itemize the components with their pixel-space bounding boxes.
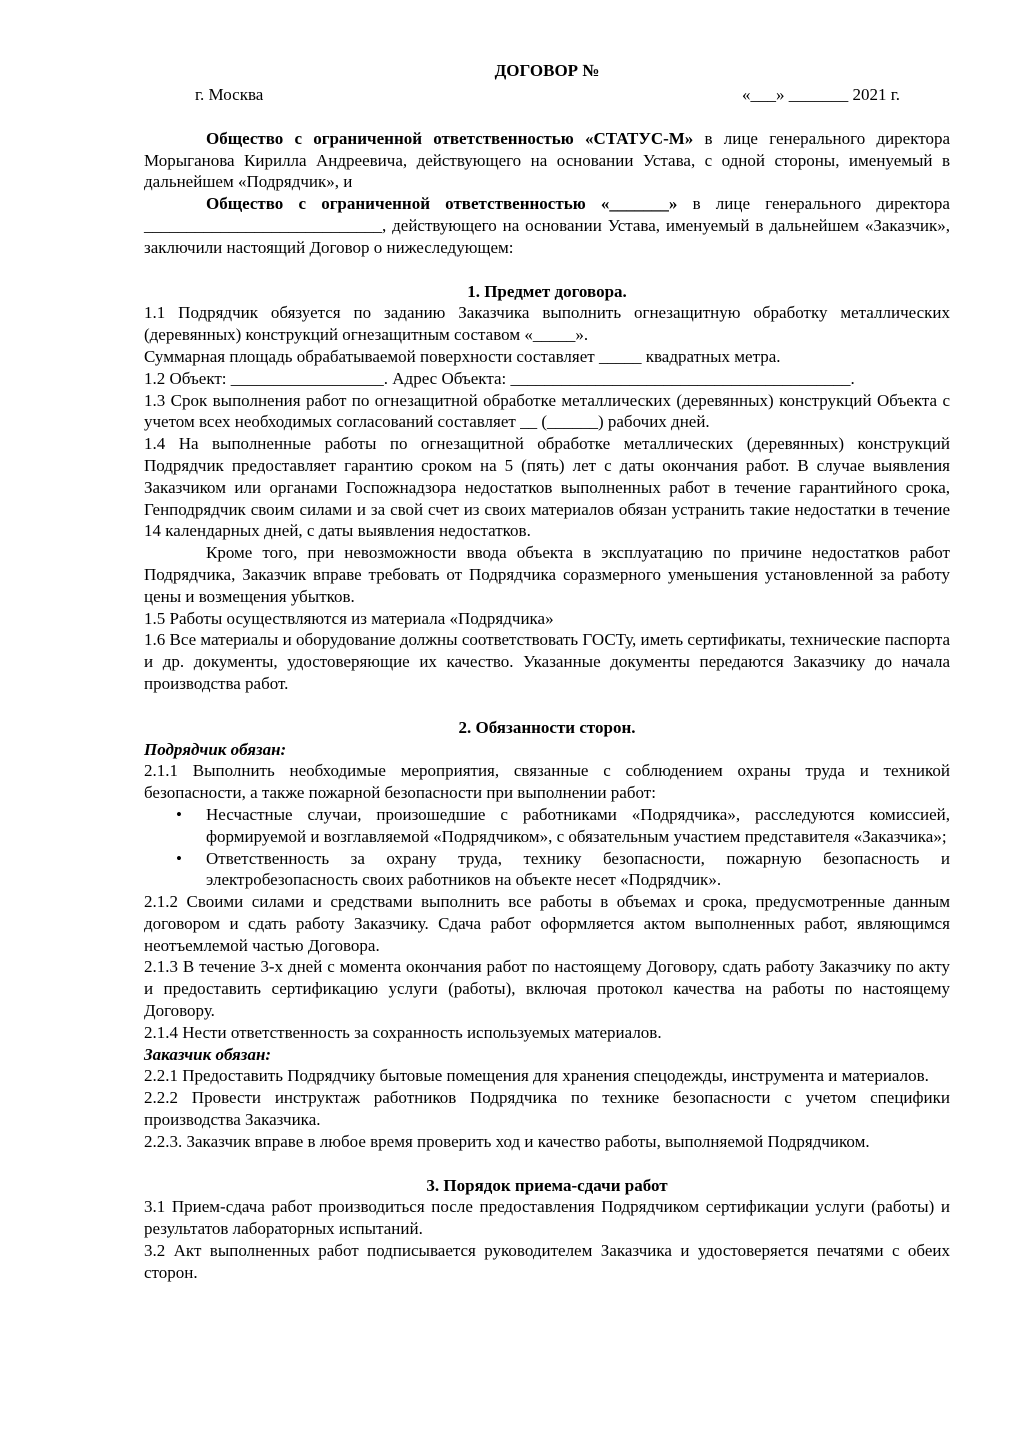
clause-2-1-4: 2.1.4 Нести ответственность за сохранность используемых материалов. bbox=[144, 1022, 662, 1042]
contract-date: «___» _______ 2021 г. bbox=[741, 84, 900, 104]
bullet-icon: • bbox=[176, 804, 182, 824]
list-item: • Несчастные случаи, произошедшие с работниками «Подрядчика», расследуются комиссией, формируемой и возглавляемой «Подрядчиком», с обязательным участием представителя «Заказчика»; bbox=[176, 804, 950, 846]
clause-2-2-3: 2.2.3. Заказчик вправе в любое время проверить ход и качество работы, выполняемой Подрядчиком. bbox=[144, 1131, 870, 1151]
party1-text: в лице генерального директора Морыганова Кирилла Андреевича, действующего на основании Устава, с одной стороны, именуемый в дальнейшем «Подрядчик», и bbox=[144, 128, 950, 192]
city-date-line bbox=[144, 84, 950, 106]
clause-3-1: 3.1 Прием-сдача работ производиться после предоставления Подрядчиком сертификации услуги (работы) и результатов лабораторных испытаний. bbox=[144, 1197, 950, 1239]
clause-1-4-continued: Кроме того, при невозможности ввода объекта в эксплуатацию по причине недостатков работ Подрядчика, Заказчик вправе требовать от Подрядчика соразмерного уменьшения установленной за работу цены и возмещения убытков. bbox=[144, 543, 950, 606]
preamble-party2 bbox=[144, 193, 950, 258]
preamble-party1 bbox=[144, 128, 950, 193]
contract-page bbox=[144, 60, 950, 1284]
bullet-icon: • bbox=[176, 848, 182, 868]
section-2-title: 2. Обязанности сторон. bbox=[458, 717, 636, 737]
party2-name: Общество с ограниченной ответственностью «_______» bbox=[206, 194, 678, 214]
city: г. Москва bbox=[195, 84, 264, 104]
party1-name: Общество с ограниченной ответственностью «СТАТУС-М» bbox=[206, 128, 694, 148]
clause-1-6: 1.6 Все материалы и оборудование должны соответствовать ГОСТу, иметь сертификаты, технические паспорта и др. документы, удостоверяющие их качество. Указанные документы передаются Заказчику до начала производства работ. bbox=[144, 630, 950, 693]
clause-1-4: 1.4 На выполненные работы по огнезащитной обработке металлических (деревянных) конструкций Подрядчик предоставляет гарантию сроком на 5 (пять) лет с даты окончания работ. В случае выявления Заказчиком или органами Госпожнадзора недостатков выполненных работ в течение гарантийного срока, Генподрядчик своим силами и за свой счет из своих материалов обязан устранить такие недостатки в течение 14 календарных дней, с даты выявления недостатков. bbox=[144, 434, 950, 541]
clause-area: Суммарная площадь обрабатываемой поверхности составляет _____ квадратных метра. bbox=[144, 346, 781, 366]
document-title: ДОГОВОР № bbox=[494, 61, 600, 80]
clause-2-1-1: 2.1.1 Выполнить необходимые мероприятия, связанные с соблюдением охраны труда и техникой безопасности, а также пожарной безопасности при выполнении работ: bbox=[144, 761, 950, 803]
list-item: • Ответственность за охрану труда, технику безопасности, пожарную безопасность и электробезопасность своих работников на объекте несет «Подрядчик». bbox=[176, 848, 950, 890]
party2-text: в лице генерального директора ____________________________, действующего на основании Устава, именуемый в дальнейшем «Заказчик», заключили настоящий Договор о нижеследующем: bbox=[144, 194, 950, 257]
safety-bullet-list bbox=[144, 804, 950, 891]
clause-1-5: 1.5 Работы осуществляются из материала «Подрядчика» bbox=[144, 608, 554, 628]
section-1-title: 1. Предмет договора. bbox=[467, 281, 627, 301]
clause-1-3: 1.3 Срок выполнения работ по огнезащитной обработке металлических (деревянных) конструкций Объекта с учетом всех необходимых согласований составляет __ (______) рабочих дней. bbox=[144, 390, 950, 432]
section-3-title: 3. Порядок приема-сдачи работ bbox=[426, 1175, 668, 1195]
clause-3-2: 3.2 Акт выполненных работ подписывается руководителем Заказчика и удостоверяется печатями с обеих сторон. bbox=[144, 1241, 950, 1282]
clause-2-1-2: 2.1.2 Своими силами и средствами выполнить все работы в объемах и срока, предусмотренные данным договором и сдать работу Заказчику. Сдача работ оформляется актом выполненных работ, являющимся неотъемлемой частью Договора. bbox=[144, 892, 950, 955]
clause-2-2-1: 2.2.1 Предоставить Подрядчику бытовые помещения для хранения спецодежды, инструмента и материалов. bbox=[144, 1066, 929, 1086]
clause-1-1: 1.1 Подрядчик обязуется по заданию Заказчика выполнить огнезащитную обработку металлических (деревянных) конструкций огнезащитным составом «_____». bbox=[144, 303, 950, 345]
clause-2-2-2: 2.2.2 Провести инструктаж работников Подрядчика по технике безопасности с учетом специфики производства Заказчика. bbox=[144, 1088, 950, 1130]
clause-1-2: 1.2 Объект: __________________. Адрес Объекта: ________________________________________. bbox=[144, 368, 855, 388]
contractor-obligations-heading: Подрядчик обязан: bbox=[144, 739, 287, 759]
clause-2-1-3: 2.1.3 В течение 3-х дней с момента окончания работ по настоящему Договору, сдать работу Заказчику по акту и предоставить сертификацию услуги (работы), включая протокол качества на работы по настоящему Договору. bbox=[144, 957, 950, 1021]
customer-obligations-heading: Заказчик обязан: bbox=[144, 1044, 272, 1064]
